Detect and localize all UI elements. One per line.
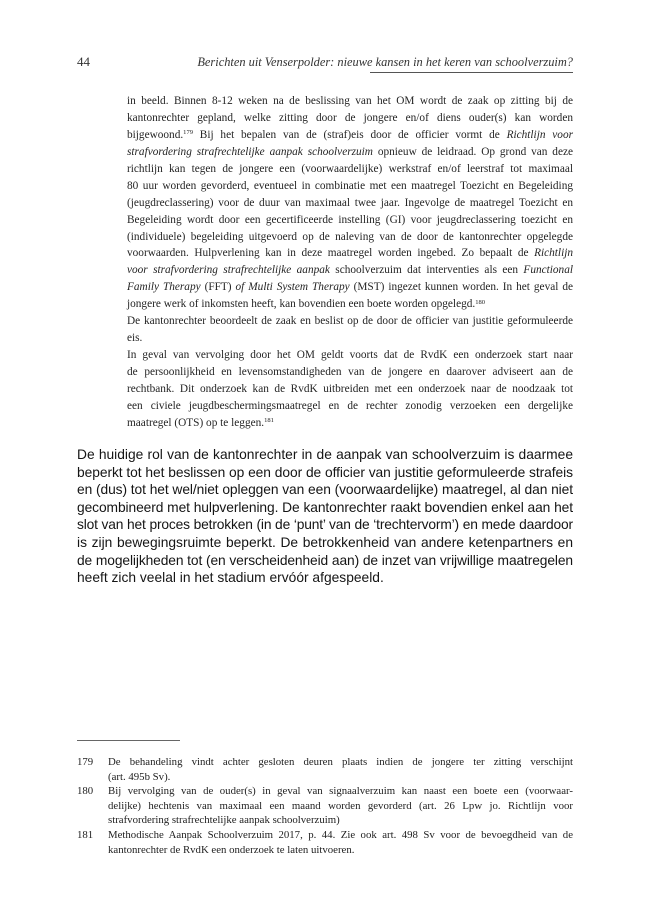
- text-run: in beeld. Binnen 8-12 weken na de beslissing van het OM wordt de zaak op zitting bij de: [127, 95, 573, 107]
- text-run: voorwaarden. Hulpverlening kan in deze maatregel worden ingebed. Zo bepaalt de: [127, 247, 535, 260]
- footnote-text: [108, 828, 573, 857]
- body-line: [77, 534, 573, 552]
- footnote-line: [108, 770, 573, 785]
- text-run: strafvordering strafrechtelijke aanpak schoolverzuim): [108, 814, 340, 827]
- body-line: [77, 516, 573, 534]
- body-line: [77, 569, 573, 587]
- text-run: beperkt tot het beslissen op een door de officier van justitie geformuleerde strafeis: [77, 464, 573, 480]
- quote-line: [127, 313, 573, 330]
- quote-line: [127, 127, 573, 144]
- text-run: (FFT): [200, 281, 236, 294]
- running-title: Berichten uit Venserpolder: nieuwe kansen in het keren van schoolverzuim?: [197, 55, 573, 69]
- footnote-number: 179: [77, 756, 94, 768]
- body-text: [77, 446, 573, 587]
- footnote-text: [108, 784, 573, 828]
- footnote-number: 180: [77, 785, 94, 798]
- text-run: schoolverzuim dat interventies als een: [329, 264, 524, 277]
- text-run: (individuele) begeleiding uitgevoerd op de naleving van de door de kantonrechter opgelegde: [127, 230, 573, 243]
- body-line: [77, 481, 573, 499]
- italic-text: strafvordering strafrechtelijke aanpak schoolverzuim: [127, 145, 373, 158]
- quote-line: [127, 262, 573, 279]
- quote-line: [127, 398, 573, 415]
- footnote-ref: 181: [264, 417, 274, 425]
- text-run: rechtbank. Dit onderzoek kan de RvdK uitbreiden met een onderzoek naar de noodzaak tot: [127, 382, 573, 395]
- text-run: kantonrechter gepland, welke zitting door de jongere en/of diens ouder(s) kan worden: [127, 111, 573, 124]
- text-run: Methodische Aanpak Schoolverzuim 2017, p. 44. Zie ook art. 498 Sv voor de bevoegdheid van de: [108, 828, 573, 841]
- quote-paragraph: [127, 347, 573, 432]
- italic-text: Richtlijn: [534, 247, 573, 260]
- quote-line: [127, 279, 573, 296]
- text-run: en (dus) tot het wel/niet opleggen van een (voorwaardelijke) maatregel, al dan niet: [77, 482, 573, 498]
- footnote-line: [108, 813, 573, 828]
- footnote-ref: 180: [475, 298, 486, 306]
- quote-line: [127, 93, 573, 110]
- text-run: kantonrechter de RvdK een onderzoek te laten uitvoeren.: [108, 843, 355, 856]
- footnote-separator: [77, 740, 180, 741]
- text-run: jongere werk of inkomsten heeft, kan bovendien een boete worden opgelegd.: [127, 298, 476, 311]
- body-line: [77, 552, 573, 570]
- quote-paragraph: [127, 93, 573, 313]
- text-run: 80 uur worden gevorderd, eventueel in combinatie met een maatregel Toezicht en Begeleiding: [127, 179, 573, 192]
- body-paragraph: [77, 446, 573, 587]
- quote-line: [127, 212, 573, 229]
- quote-line: [127, 347, 573, 364]
- footnote-line: [108, 799, 573, 814]
- quote-paragraph: [127, 313, 573, 347]
- quote-line: [127, 415, 573, 432]
- footnotes: [77, 755, 573, 857]
- quote-line: [127, 161, 573, 178]
- text-run: (MST) ingezet kunnen worden. In het geval de: [349, 281, 573, 294]
- italic-text: Richtlijn voor: [506, 128, 573, 141]
- text-run: delijke) hechtenis van maximaal een maand worden gevorderd (art. 26 Lpw jo. Richtlijn voor: [108, 799, 573, 812]
- footnote-line: [108, 755, 573, 770]
- text-run: Begeleiding wordt door een gecertificeerde instelling (GI) voor jeugdreclassering toezicht en: [127, 213, 573, 226]
- footnote: [77, 755, 573, 784]
- quote-line: [127, 381, 573, 398]
- quote-line: [127, 229, 573, 246]
- footnote-ref: 179: [183, 129, 193, 137]
- italic-text: voor strafvordering strafrechtelijke aanpak: [127, 264, 330, 277]
- footnote: [77, 784, 573, 828]
- text-run: slot van het proces betrokken (in de ‘punt’ van de ‘trechtervorm’) en mede daardoor: [77, 517, 573, 533]
- quote-line: [127, 110, 573, 127]
- quote-line: [127, 144, 573, 161]
- text-run: bijgewoond.: [127, 128, 184, 141]
- header-rule: [370, 72, 573, 73]
- text-run: de persoonlijkheid en levensomstandigheden van de jongere en daarover adviseert aan de: [127, 366, 573, 378]
- text-run: maatregel (OTS) op te leggen.: [127, 416, 265, 429]
- quote-line: [127, 364, 573, 381]
- quote-line: [127, 195, 573, 212]
- quote-line: [127, 330, 573, 347]
- text-run: opnieuw de leidraad. Op grond van deze: [372, 145, 573, 158]
- text-run: De huidige rol van de kantonrechter in de aanpak van schoolverzuim is daarmee: [77, 447, 573, 462]
- text-run: (art. 495b Sv).: [108, 770, 171, 783]
- page-number: 44: [77, 54, 90, 69]
- text-run: is zijn bewegingsruimte beperkt. De betrokkenheid van andere ketenpartners en: [77, 534, 573, 550]
- text-run: een civiele jeugdbeschermingsmaatregel en de rechter zonodig verzoeken een dergelijke: [127, 399, 573, 412]
- text-run: In geval van vervolging door het OM geldt voorts dat de RvdK een onderzoek start naar: [127, 349, 573, 362]
- text-run: heeft zich veelal in het stadium ervóór afgespeeld.: [77, 570, 384, 586]
- footnote: [77, 828, 573, 857]
- italic-text: Family Therapy: [127, 281, 201, 294]
- quote-line: [127, 245, 573, 262]
- text-run: de mogelijkheden tot (en verscheidenheid aan) de inzet van vrijwillige maatregelen: [77, 552, 573, 568]
- text-run: (jeugdreclassering) voor de duur van maximaal twee jaar. Ingevolge de maatregel Toezicht en: [127, 196, 573, 209]
- footnote-text: [108, 755, 573, 784]
- text-run: De kantonrechter beoordeelt de zaak en beslist op de door de officier van justitie geformuleerde: [127, 315, 573, 328]
- text-run: gecombineerd met hulpverlening. De kantonrechter raakt bovendien enkel aan het: [77, 499, 573, 515]
- block-quote: [127, 93, 573, 432]
- text-run: Bij vervolging van de ouder(s) in geval van signaalverzuim kan naast een boete een (voorwaar-: [108, 785, 573, 798]
- quote-line: [127, 178, 573, 195]
- italic-text: Functional: [523, 264, 573, 277]
- text-run: Bij het bepalen van de (straf)eis door de officier vormt de: [193, 128, 507, 141]
- text-run: richtlijn kan tegen de jongere een (voorwaardelijke) werkstraf en/of leerstraf tot maximaal: [127, 162, 573, 175]
- italic-text: of Multi System Therapy: [235, 281, 350, 294]
- text-run: eis.: [127, 332, 143, 345]
- body-line: [77, 446, 573, 464]
- footnote-line: [108, 784, 573, 799]
- footnote-number: 181: [77, 828, 94, 841]
- quote-line: [127, 296, 573, 313]
- text-run: De behandeling vindt achter gesloten deuren plaats indien de jongere ter zitting verschijnt: [108, 756, 573, 768]
- body-line: [77, 464, 573, 482]
- footnote-line: [108, 843, 573, 858]
- footnote-line: [108, 828, 573, 843]
- body-line: [77, 499, 573, 517]
